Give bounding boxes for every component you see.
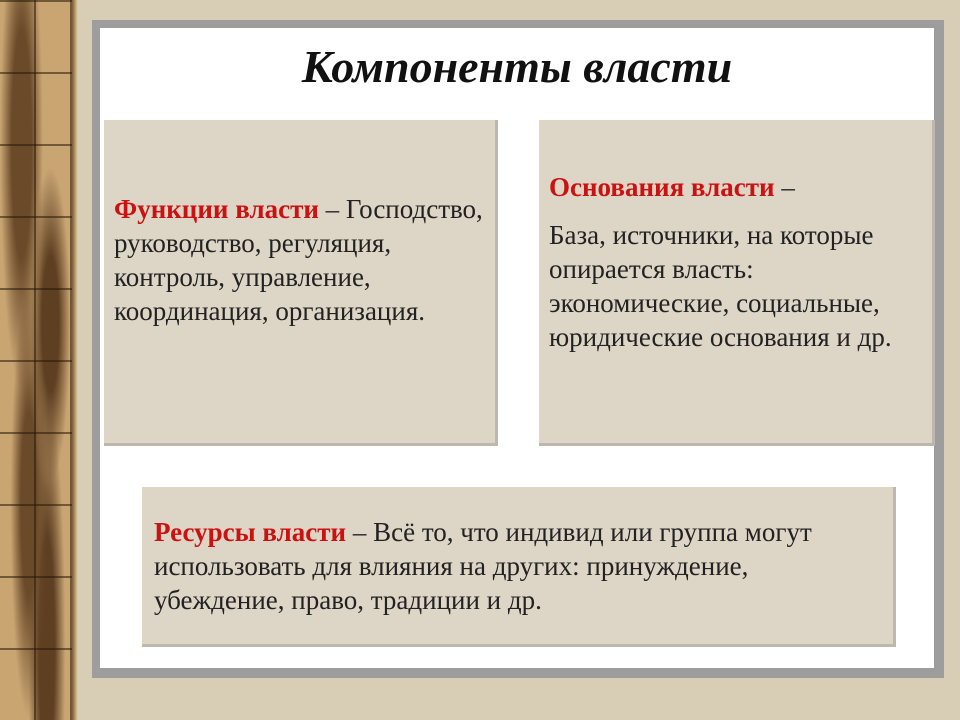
resources-dash: – <box>346 517 374 547</box>
functions-box <box>104 120 498 446</box>
foundations-definition: База, источники, на которые опирается власть: экономические, социальные, юридические основания и др. <box>549 220 892 352</box>
decorative-texture-strip <box>0 0 72 720</box>
slide-title: Компоненты власти <box>301 41 733 92</box>
foundations-term: Основания власти <box>549 172 775 202</box>
foundations-box <box>539 120 935 446</box>
foundations-dash: – <box>774 172 795 202</box>
resources-definition: Всё то, что индивид или группа могут использовать для влияния на других: принуждение, убеждение, право, традиции и др. <box>154 517 812 615</box>
decorative-strip-edge <box>72 0 78 720</box>
resources-box <box>142 487 896 647</box>
functions-definition: Господство, руководство, регуляция, контроль, управление, координация, организация. <box>114 194 483 326</box>
functions-term: Функции власти <box>114 194 319 224</box>
functions-dash: – <box>318 194 340 224</box>
resources-term: Ресурсы власти <box>154 517 347 547</box>
